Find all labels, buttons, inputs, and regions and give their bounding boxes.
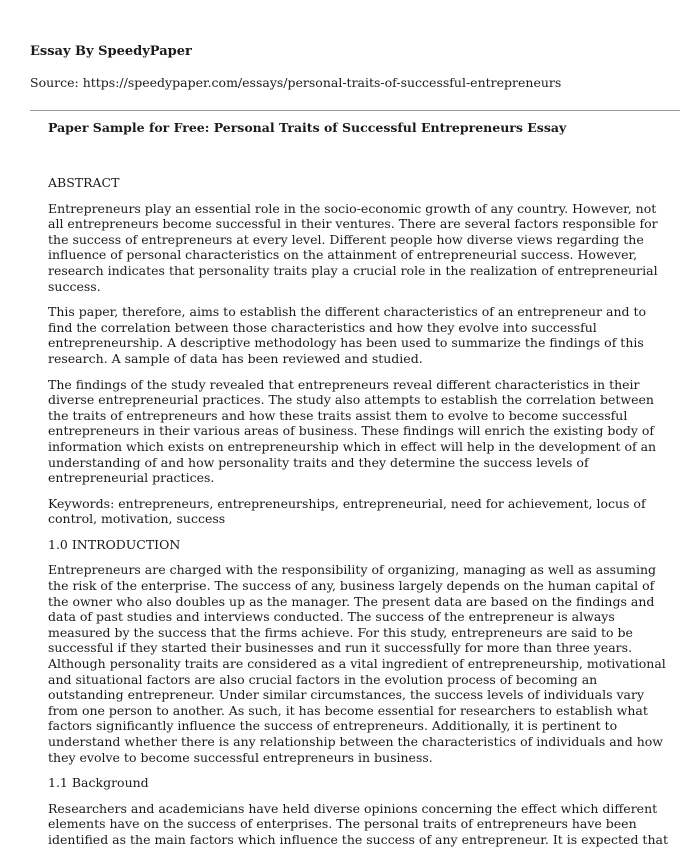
- keywords: Keywords: entrepreneurs, entrepreneurships, entrepreneurial, need for achievement, locus of control, motivation, success: [48, 495, 646, 527]
- background-paragraph: Researchers and academicians have held diverse opinions concerning the effect which different elements have on the success of enterprises. The personal traits of entrepreneurs have been identified as the main factors which influence the success of any entrepreneur. It is expected that: [48, 800, 668, 847]
- essay-body: [48, 175, 670, 850]
- introduction-heading: 1.0 INTRODUCTION: [48, 536, 181, 552]
- brand-title: Essay By SpeedyPaper: [30, 44, 192, 59]
- background-heading: 1.1 Background: [48, 775, 149, 791]
- essay-title: Paper Sample for Free: Personal Traits of Successful Entrepreneurs Essay: [48, 120, 567, 135]
- source-link[interactable]: Source: https://speedypaper.com/essays/personal-traits-of-successful-entrepreneurs: [30, 75, 562, 90]
- abstract-heading: ABSTRACT: [48, 175, 120, 190]
- abstract-paragraph-2: This paper, therefore, aims to establish the different characteristics of an entrepreneur and to find the correlation between those characteristics and how they evolve into successful entrepreneurship. A descriptive methodology has been used to summarize the findings of this research. A sample of data has been reviewed and studied.: [48, 304, 647, 366]
- abstract-paragraph-1: Entrepreneurs play an essential role in the socio-economic growth of any country. However, not all entrepreneurs become successful in their ventures. There are several factors responsible for the success of entrepreneurs at every level. Different people how diverse views regarding the influence of personal characteristics on the attainment of entrepreneurial success. However, research indicates that personality traits play a crucial role in the realization of entrepreneurial success.: [48, 200, 658, 294]
- introduction-paragraph: Entrepreneurs are charged with the responsibility of organizing, managing as well as assuming the risk of the enterprise. The success of any, business largely depends on the human capital of the owner who also doubles up as the manager. The present data are based on the findings and data of past studies and interviews conducted. The success of the entrepreneur is always measured by the success that the firms achieve. For this study, entrepreneurs are said to be successful if they started their businesses and run it successfully for more than three years. Although personality traits are considered as a vital ingredient of entrepreneurship, motivational and situational factors are also crucial factors in the evolution process of becoming an outstanding entrepreneur. Under similar circumstances, the success levels of individuals vary from one person to another. As such, it has become essential for researchers to establish what factors significantly influence the success of entrepreneurs. Additionally, it is pertinent to understand whether there is any relationship between the characteristics of individuals and how they evolve to become successful entrepreneurs in business.: [48, 562, 666, 765]
- abstract-paragraph-3: The findings of the study revealed that entrepreneurs reveal different characteristics in their diverse entrepreneurial practices. The study also attempts to establish the correlation between the traits of entrepreneurs and how these traits assist them to evolve to become successful entrepreneurs in their various areas of business. These findings will enrich the existing body of information which exists on entrepreneurship which in effect will help in the development of an understanding of and how personality traits and they determine the success levels of entrepreneurial practices.: [48, 376, 657, 486]
- header-divider: [30, 110, 680, 111]
- document-header: [30, 44, 670, 90]
